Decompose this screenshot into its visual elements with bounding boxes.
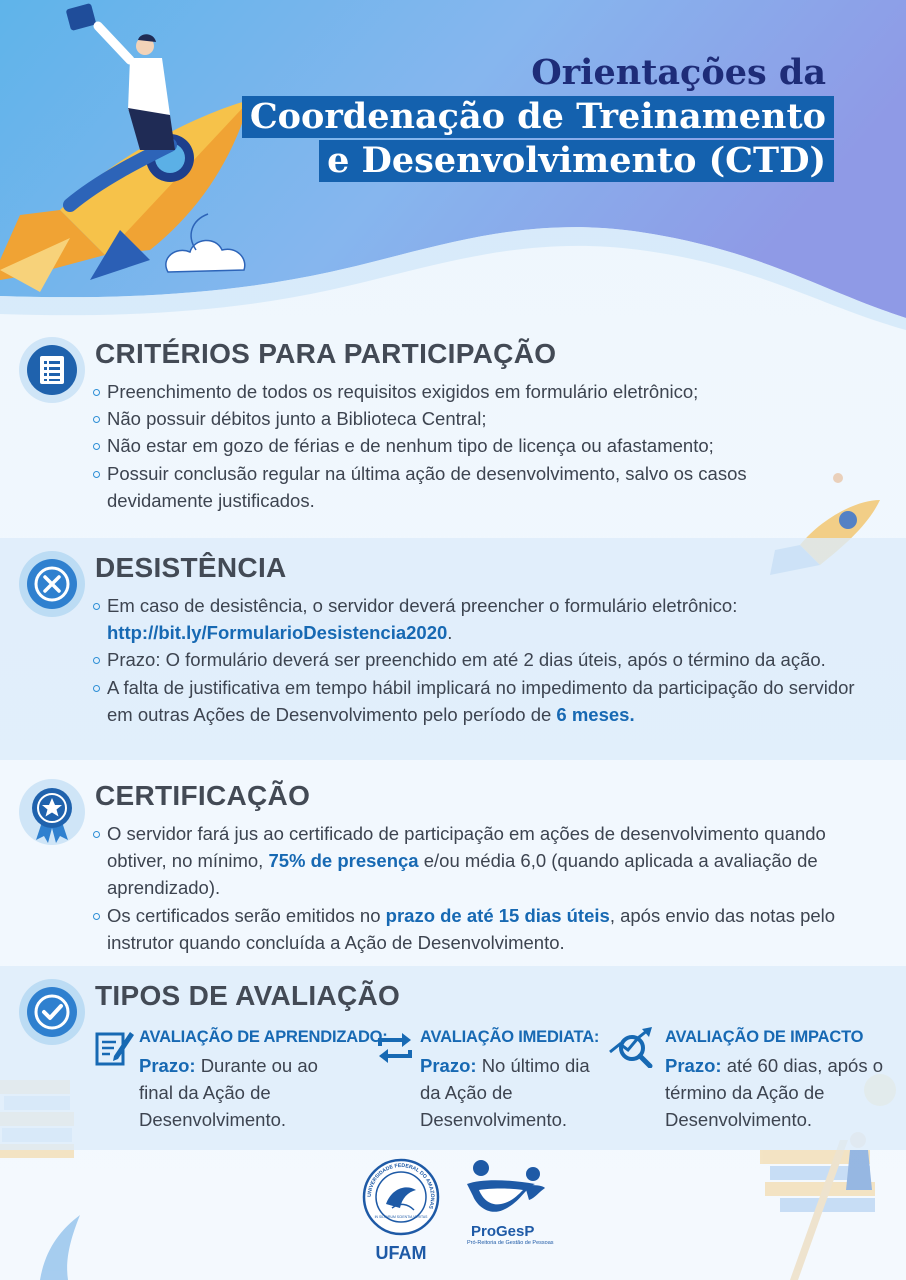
item-text: O servidor fará jus ao certificado de participação em ações de desenvolvimento quando obtiver, no mínimo,	[107, 823, 826, 872]
progesp-subtitle: Pró-Reitoria de Gestão de Pessoas	[467, 1240, 554, 1246]
deadline-label: Prazo:	[420, 1055, 477, 1076]
deadline-text: até 60 dias, após o término da Ação de Desenvolvimento.	[665, 1055, 884, 1130]
section-title: DESISTÊNCIA	[95, 552, 287, 583]
refresh-arrows-icon	[374, 1026, 416, 1068]
evaluation-type-aprendizado	[94, 1026, 388, 1136]
ufam-seal-icon	[362, 1158, 440, 1236]
item-text-end: .	[447, 622, 453, 644]
seal-text: UNIVERSIDADE FEDERAL DO AMAZONAS	[366, 1162, 436, 1210]
close-circle-icon	[18, 550, 86, 618]
highlight-text: 75% de presença	[268, 850, 419, 872]
item-text: A falta de justificativa em tempo hábil implicará no impedimento da participação do servidor em outras Ações de Desenvolvimento pelo período de	[107, 676, 855, 725]
evaluation-heading: AVALIAÇÃO DE APRENDIZADO:	[139, 1028, 388, 1046]
deadline-text: Durante ou ao final da Ação de Desenvolvimento.	[139, 1055, 318, 1130]
evaluation-deadline	[139, 1052, 349, 1133]
list-item: Possuir conclusão regular na última ação de desenvolvimento, salvo os casos devidamente justificados.	[92, 460, 788, 514]
deadline-label: Prazo:	[665, 1055, 722, 1076]
evaluation-heading: AVALIAÇÃO DE IMPACTO	[665, 1028, 864, 1046]
section-avaliacao	[0, 966, 906, 1150]
list-item	[92, 820, 856, 902]
checkmark-circle-icon	[18, 978, 86, 1046]
seal-motto: IN SILVARUM SCIENTIA VERITAS	[374, 1215, 428, 1219]
highlight-text: 6 meses.	[556, 703, 635, 725]
certificacao-list	[92, 820, 856, 956]
ufam-label: UFAM	[375, 1243, 427, 1263]
progesp-logo	[463, 1158, 559, 1262]
evaluation-heading: AVALIAÇÃO IMEDIATA:	[420, 1028, 600, 1046]
progesp-people-icon	[463, 1158, 559, 1218]
list-item	[92, 592, 866, 646]
list-item: Prazo: O formulário deverá ser preenchido em até 2 dias úteis, após o término da ação.	[92, 646, 866, 673]
section-title: CERTIFICAÇÃO	[95, 780, 311, 811]
item-text: Em caso de desistência, o servidor deverá preencher o formulário eletrônico:	[107, 595, 738, 616]
title-line-3: e Desenvolvimento (CTD)	[319, 140, 834, 182]
deadline-text: No último dia da Ação de Desenvolvimento.	[420, 1055, 590, 1130]
title-line-1: Orientações da	[531, 52, 826, 93]
section-certificacao	[0, 768, 906, 963]
item-text: Os certificados serão emitidos no	[107, 904, 381, 926]
evaluation-deadline	[420, 1052, 600, 1133]
list-item: Não possuir débitos junto a Biblioteca Central;	[92, 405, 788, 432]
evaluation-deadline	[665, 1052, 890, 1133]
item-text: e/ou média 6,0 (quando aplicada a avaliação de aprendizado).	[107, 850, 818, 899]
page-title	[242, 52, 834, 182]
magnifier-growth-icon	[608, 1026, 658, 1068]
item-text: , após envio das notas pelo instrutor quando concluída a Ação de Desenvolvimento.	[107, 904, 836, 953]
desistencia-list	[92, 592, 866, 728]
title-line-2: Coordenação de Treinamento	[242, 96, 834, 138]
award-badge-icon	[18, 778, 86, 846]
evaluation-type-impacto	[608, 1026, 900, 1136]
section-title: CRITÉRIOS PARA PARTICIPAÇÃO	[95, 338, 557, 369]
highlight-text: prazo de até 15 dias úteis	[385, 904, 610, 926]
list-item: Preenchimento de todos os requisitos exigidos em formulário eletrônico;	[92, 378, 788, 405]
form-link[interactable]: http://bit.ly/FormularioDesistencia2020	[107, 622, 448, 644]
progesp-label: ProGesP	[471, 1223, 535, 1240]
list-item: Não estar em gozo de férias e de nenhum tipo de licença ou afastamento;	[92, 432, 788, 459]
list-icon	[18, 336, 86, 404]
section-desistencia	[0, 538, 906, 760]
criterios-list	[92, 378, 788, 514]
list-item	[92, 674, 866, 728]
section-title: TIPOS DE AVALIAÇÃO	[95, 980, 401, 1011]
ufam-logo	[362, 1158, 440, 1263]
list-item	[92, 902, 856, 956]
edit-document-icon	[94, 1026, 136, 1068]
deadline-label: Prazo:	[139, 1055, 196, 1076]
evaluation-type-imediata	[374, 1026, 604, 1136]
section-criterios	[0, 322, 906, 532]
